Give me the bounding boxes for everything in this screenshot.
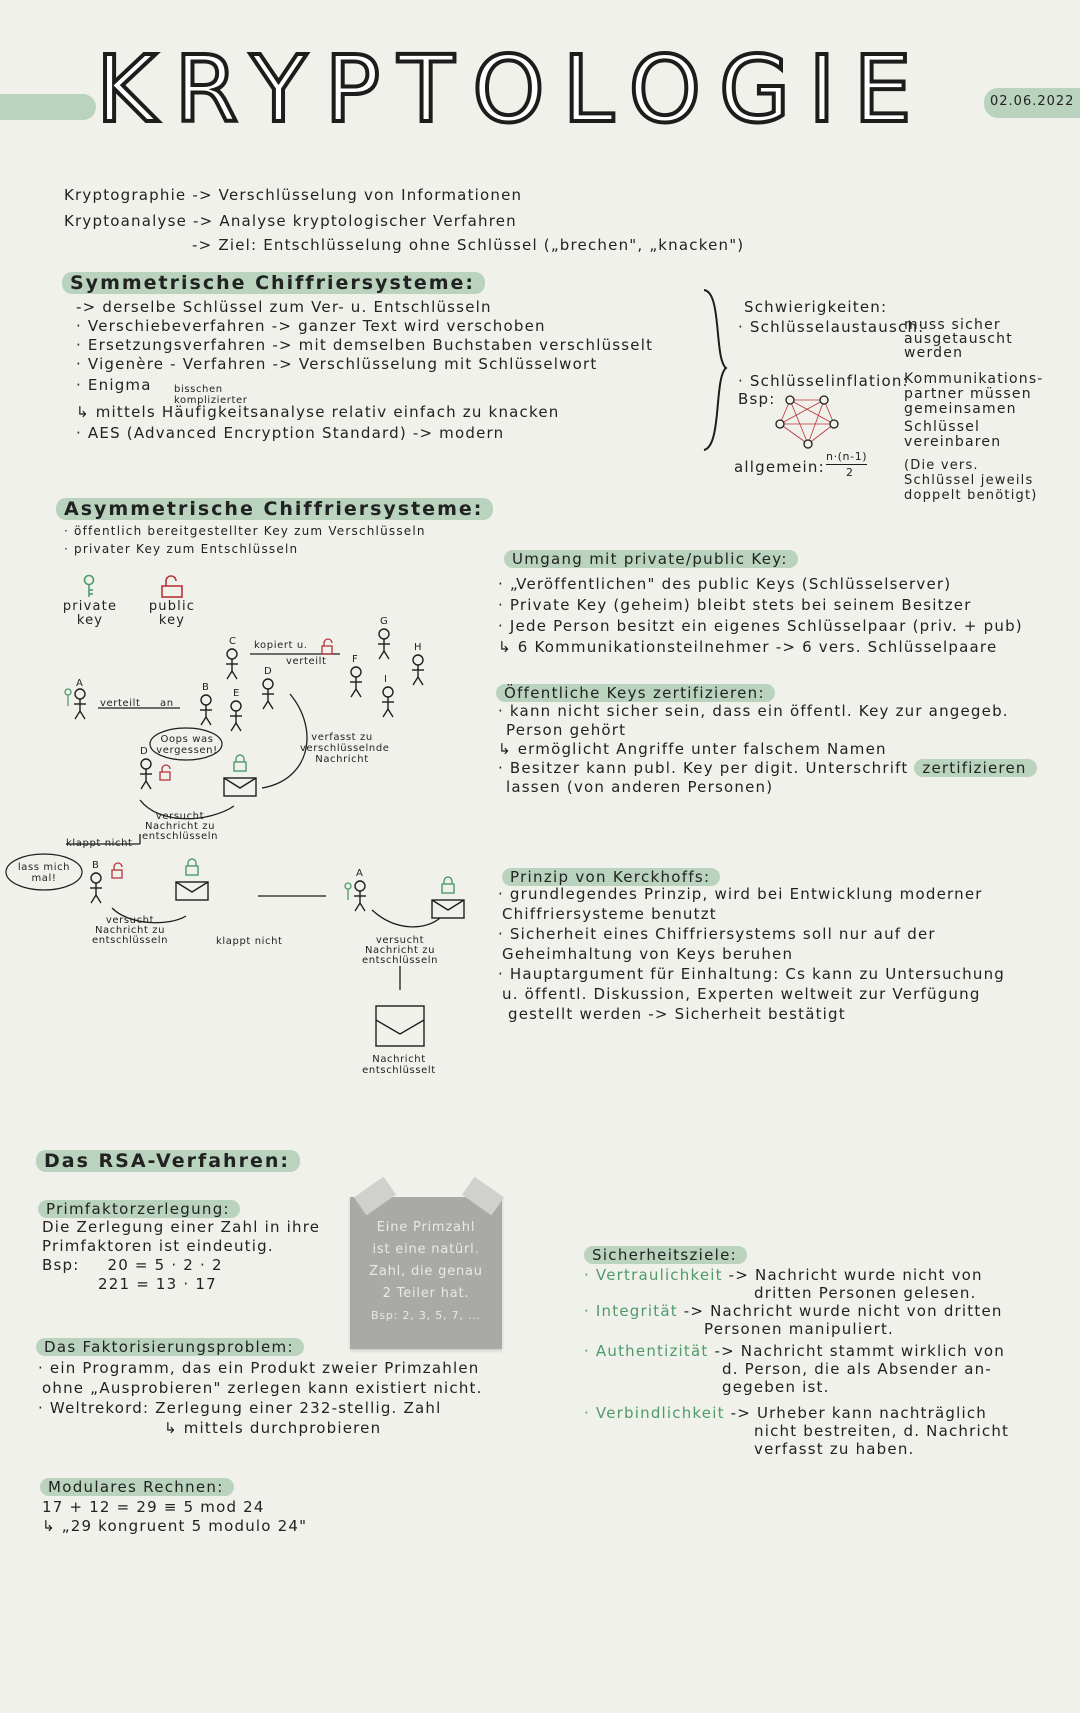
figure-letter: B xyxy=(202,682,210,693)
public-key-label: public key xyxy=(148,599,196,628)
label-tries-1: versucht Nachricht zu entschlüsseln xyxy=(141,811,219,842)
rsa-heading xyxy=(36,1150,300,1172)
figure-letter: I xyxy=(384,674,388,685)
modular-list xyxy=(42,1498,307,1536)
security-goal xyxy=(584,1342,1009,1396)
goal-desc: dritten Personen gelesen. xyxy=(754,1284,977,1302)
list-item: Die Zerlegung einer Zahl in ihre xyxy=(42,1218,321,1236)
private-key-icon xyxy=(82,574,96,598)
formula-note: (Die vers. Schlüssel jeweils doppelt benötigt) xyxy=(904,458,1038,503)
goal-desc: -> Nachricht wurde nicht von xyxy=(728,1266,983,1284)
red-lock-icon xyxy=(322,646,332,654)
sticky-line: Eine Primzahl xyxy=(376,1220,476,1235)
formula-denominator: 2 xyxy=(846,466,854,479)
factoring-list xyxy=(38,1358,483,1438)
list-item: · „Veröffentlichen" des public Keys (Schlüsselserver) xyxy=(498,575,952,593)
goal-name: · Integrität xyxy=(584,1302,678,1320)
goal-desc: verfasst zu haben. xyxy=(754,1440,915,1458)
kerckhoffs-list xyxy=(498,884,1005,1024)
certify-heading-text: Öffentliche Keys zertifizieren: xyxy=(496,684,775,702)
green-key-icon xyxy=(345,883,351,889)
prime-list xyxy=(42,1218,320,1294)
figure-letter: A xyxy=(76,678,84,689)
list-item: · Jede Person besitzt ein eigenes Schlüsselpaar (priv. + pub) xyxy=(498,617,1023,635)
brace-icon xyxy=(700,288,730,452)
figure-c xyxy=(226,649,238,679)
example-label: Bsp: xyxy=(42,1256,80,1274)
lock-icon xyxy=(442,884,454,893)
certify-list xyxy=(498,702,1037,797)
asymmetric-line-2: · privater Key zum Entschlüsseln xyxy=(64,542,299,556)
list-item: gestellt werden -> Sicherheit bestätigt xyxy=(508,1005,846,1023)
modular-heading-text: Modulares Rechnen: xyxy=(40,1478,234,1496)
asymmetric-heading-text: Asymmetrische Chiffriersysteme: xyxy=(56,498,493,520)
figure-letter: H xyxy=(414,642,423,653)
goal-name: · Verbindlichkeit xyxy=(584,1404,725,1422)
goal-desc: gegeben ist. xyxy=(722,1378,830,1396)
figure-b xyxy=(200,695,212,725)
prime-heading xyxy=(38,1200,240,1218)
usage-heading xyxy=(504,550,798,568)
list-item: · Private Key (geheim) bleibt stets bei seinem Besitzer xyxy=(498,596,972,614)
goal-desc: -> Urheber kann nachträglich xyxy=(730,1404,987,1422)
symmetric-list xyxy=(76,298,653,443)
figure-letter: G xyxy=(380,616,389,627)
list-item: ↳ ermöglicht Angriffe unter falschem Namen xyxy=(498,740,887,758)
list-item: · Verschiebeverfahren -> ganzer Text wird verschoben xyxy=(76,317,546,335)
figure-letter: E xyxy=(233,688,240,699)
intro-line-1: Kryptographie -> Verschlüsselung von Informationen xyxy=(64,186,523,204)
title-accent-bar-left xyxy=(0,94,96,120)
security-heading xyxy=(584,1246,747,1264)
figure-letter: D xyxy=(140,746,149,757)
list-item: u. öffentl. Diskussion, Experten weltweit zur Verfügung xyxy=(502,985,981,1003)
sticky-note xyxy=(350,1197,502,1349)
label-fails-2: klappt nicht xyxy=(216,936,283,947)
label-distributes: verteilt xyxy=(100,698,141,709)
network-graph-icon xyxy=(772,390,848,452)
figure-e xyxy=(230,701,242,731)
certify-heading xyxy=(496,684,775,702)
usage-list xyxy=(498,574,1023,658)
list-item xyxy=(42,1256,320,1275)
example-value: 20 = 5 · 2 · 2 xyxy=(107,1256,223,1274)
kerckhoffs-heading-text: Prinzip von Kerckhoffs: xyxy=(502,868,720,886)
list-item: · Vigenère - Verfahren -> Verschlüsselung mit Schlüsselwort xyxy=(76,355,598,373)
label-copied: kopiert u. xyxy=(254,640,308,651)
security-heading-text: Sicherheitsziele: xyxy=(584,1246,747,1264)
list-item: Primfaktoren ist eindeutig. xyxy=(42,1237,274,1255)
bubble-oops-text: Oops was vergessen! xyxy=(156,734,218,756)
list-item: ↳ 6 Kommunikationsteilnehmer -> 6 vers. Schlüsselpaare xyxy=(498,638,998,656)
sticky-line: Zahl, die genau xyxy=(369,1264,483,1279)
list-item: · Ersetzungsverfahren -> mit demselben Buchstaben verschlüsselt xyxy=(76,336,654,354)
intro-line-2: Kryptoanalyse -> Analyse kryptologischer Verfahren xyxy=(64,212,517,230)
label-tries-2: versucht Nachricht zu entschlüsseln xyxy=(91,915,169,946)
label-writes: verfasst zu verschlüsselnde Nachricht xyxy=(300,732,390,765)
list-item xyxy=(498,759,1037,778)
figure-a2 xyxy=(354,881,366,911)
key-inflation-label: · Schlüsselinflation: xyxy=(738,372,909,390)
goal-desc: -> Nachricht wurde nicht von dritten xyxy=(683,1302,1003,1320)
figure-i xyxy=(382,687,394,717)
label-decrypted: Nachricht entschlüsselt xyxy=(362,1054,436,1076)
green-key-icon xyxy=(65,689,71,695)
figure-letter: D xyxy=(264,666,273,677)
lock-icon xyxy=(234,762,246,771)
security-goal xyxy=(584,1266,1009,1302)
modular-heading xyxy=(40,1478,234,1496)
list-item: · Weltrekord: Zerlegung einer 232-stellig. Zahl xyxy=(38,1399,442,1417)
goal-desc: nicht bestreiten, d. Nachricht xyxy=(754,1422,1010,1440)
goal-name: · Vertraulichkeit xyxy=(584,1266,723,1284)
list-item: · ein Programm, das ein Produkt zweier Primzahlen xyxy=(38,1359,480,1377)
factoring-heading xyxy=(36,1338,304,1356)
key-exchange-note: muss sicher ausgetauscht werden xyxy=(904,317,1013,361)
asymmetric-heading xyxy=(56,498,493,520)
security-goal xyxy=(584,1404,1009,1458)
figure-d2 xyxy=(140,759,152,789)
goal-name: · Authentizität xyxy=(584,1342,709,1360)
list-item: Chiffriersysteme benutzt xyxy=(502,905,717,923)
arrow xyxy=(372,910,440,927)
goal-desc: d. Person, die als Absender an- xyxy=(722,1360,992,1378)
rsa-heading-text: Das RSA-Verfahren: xyxy=(36,1150,300,1172)
sticky-line: 2 Teiler hat. xyxy=(382,1286,470,1301)
formula-numerator: n·(n-1) xyxy=(826,450,868,463)
list-item: · kann nicht sicher sein, dass ein öffentl. Key zur angegeb. xyxy=(498,702,1009,720)
lock-icon xyxy=(186,866,198,875)
label-tries-3: versucht Nachricht zu entschlüsseln xyxy=(361,935,439,966)
page-title: KRYPTOLOGIE xyxy=(96,36,930,143)
public-key-icon xyxy=(160,574,184,598)
list-item: · grundlegendes Prinzip, wird bei Entwicklung moderner xyxy=(498,885,983,903)
asymmetric-line-1: · öffentlich bereitgestellter Key zum Verschlüsseln xyxy=(64,524,426,538)
security-goal xyxy=(584,1302,1009,1338)
private-key-label: private key xyxy=(62,599,118,628)
prime-heading-text: Primfaktorzerlegung: xyxy=(38,1200,240,1218)
list-item: · Enigma xyxy=(76,376,152,394)
red-lock-icon xyxy=(112,870,122,878)
intro-line-3: -> Ziel: Entschlüsselung ohne Schlüssel („brechen", „knacken") xyxy=(192,236,745,254)
factoring-heading-text: Das Faktorisierungsproblem: xyxy=(36,1338,304,1356)
list-item: ↳ „29 kongruent 5 modulo 24" xyxy=(42,1517,308,1535)
bubble-letme-text: lass mich mal! xyxy=(17,862,71,884)
sticky-note-text xyxy=(350,1217,502,1327)
figure-f xyxy=(350,667,362,697)
key-inflation-note-2: Schlüssel vereinbaren xyxy=(904,419,1002,450)
figure-b2 xyxy=(90,873,102,903)
open-envelope-icon xyxy=(376,1006,424,1046)
list-item: ↳ mittels durchprobieren xyxy=(164,1419,382,1437)
label-distributed: verteilt xyxy=(286,656,327,667)
key-exchange-label: · Schlüsselaustausch: xyxy=(738,318,925,336)
security-goals-list xyxy=(584,1266,1009,1458)
label-an: an xyxy=(160,698,174,709)
highlight-word: zertifizieren xyxy=(914,759,1036,777)
list-item: ↳ mittels Häufigkeitsanalyse relativ einfach zu knacken xyxy=(76,403,560,421)
red-lock-icon xyxy=(160,772,170,780)
list-item: · Hauptargument für Einhaltung: Cs kann zu Untersuchung xyxy=(498,965,1005,983)
list-item-text: · Besitzer kann publ. Key per digit. Unterschrift xyxy=(498,759,909,777)
key-inflation-note: Kommunikations-partner müssen gemeinsamen xyxy=(904,371,1044,417)
list-item: 17 + 12 = 29 ≡ 5 mod 24 xyxy=(42,1498,265,1516)
list-item: Person gehört xyxy=(506,721,627,739)
difficulties-title: Schwierigkeiten: xyxy=(744,298,888,316)
figure-letter: C xyxy=(229,636,237,647)
goal-desc: Personen manipuliert. xyxy=(704,1320,894,1338)
figure-a xyxy=(74,689,86,719)
figure-letter: A xyxy=(356,868,364,879)
list-item: · AES (Advanced Encryption Standard) -> modern xyxy=(76,424,505,442)
figure-g xyxy=(378,629,390,659)
sticky-line: ist eine natürl. xyxy=(372,1242,480,1257)
list-item: Geheimhaltung von Keys beruhen xyxy=(502,945,794,963)
sticky-line: Bsp: 2, 3, 5, 7, ... xyxy=(371,1309,481,1322)
label-fails-1: klappt nicht xyxy=(66,838,133,849)
goal-desc: -> Nachricht stammt wirklich von xyxy=(714,1342,1005,1360)
list-item: -> derselbe Schlüssel zum Ver- u. Entschlüsseln xyxy=(76,298,492,316)
usage-heading-text: Umgang mit private/public Key: xyxy=(504,550,798,568)
list-item: · Sicherheit eines Chiffriersystems soll nur auf der xyxy=(498,925,936,943)
date-label: 02.06.2022 xyxy=(990,94,1075,109)
figure-letter: F xyxy=(352,654,359,665)
symmetric-heading xyxy=(62,272,485,294)
figure-letter: B xyxy=(92,860,100,871)
general-label: allgemein: xyxy=(734,458,825,476)
list-item: lassen (von anderen Personen) xyxy=(506,778,774,796)
list-item: 221 = 13 · 17 xyxy=(98,1275,217,1293)
figure-d xyxy=(262,679,274,709)
enigma-note: bisschen komplizierter xyxy=(174,384,248,406)
symmetric-heading-text: Symmetrische Chiffriersysteme: xyxy=(62,272,485,294)
figure-h xyxy=(412,655,424,685)
list-item: ohne „Ausprobieren" zerlegen kann existiert nicht. xyxy=(42,1379,483,1397)
example-label: Bsp: xyxy=(738,390,776,408)
